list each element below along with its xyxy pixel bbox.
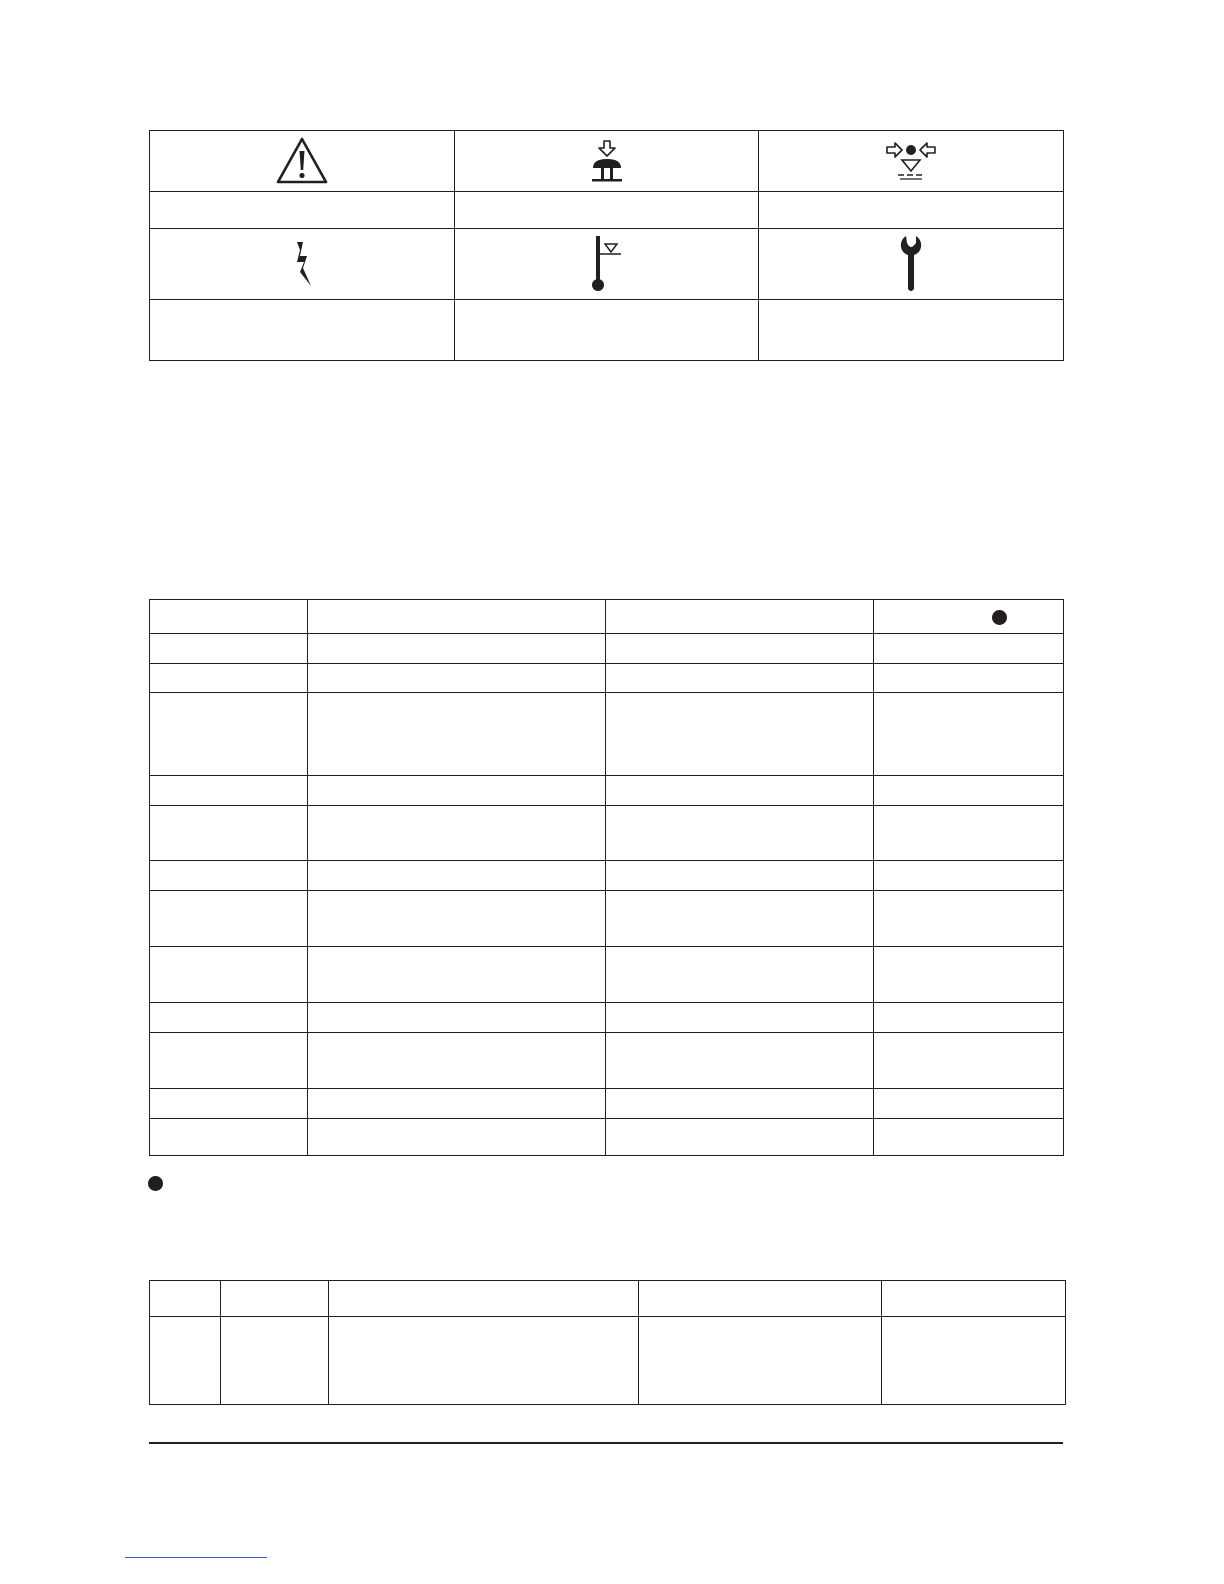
table-cell [329,1317,639,1405]
specification-table [149,599,1064,1156]
table-row [150,861,1064,891]
wrench-icon [899,234,923,294]
table-cell [606,776,874,806]
table-cell [882,1317,1066,1405]
table-row [150,776,1064,806]
table-row [150,806,1064,861]
header-cell [639,1281,882,1317]
symbol-cell [759,131,1064,192]
symbol-cell [455,131,759,192]
table-cell [606,664,874,693]
symbol-cell [759,229,1064,300]
press-pressure-icon [590,139,624,183]
table-cell [150,776,308,806]
symbol-label-row [150,300,1064,361]
table-row [150,891,1064,947]
table-cell [221,1317,329,1405]
table-cell [874,806,1064,861]
table-cell [308,1119,606,1156]
table-row [150,947,1064,1003]
header-cell [882,1281,1066,1317]
symbol-cell [150,131,455,192]
symbol-label [455,192,759,229]
table-row [150,1317,1066,1405]
table-cell [874,861,1064,891]
header-cell [606,600,874,634]
table-row [150,664,1064,693]
symbol-label-row [150,192,1064,229]
header-cell [308,600,606,634]
table-cell [606,634,874,664]
table-row [150,1033,1064,1089]
table-cell [308,947,606,1003]
table-header-row [150,1281,1066,1317]
table-cell [150,1089,308,1119]
table-cell [874,1033,1064,1089]
filled-circle-icon [148,1176,163,1191]
table-cell [150,1003,308,1033]
table-cell [308,806,606,861]
footnote [148,1176,163,1196]
header-cell-marked [874,600,1064,634]
table-row [150,1003,1064,1033]
electric-hazard-icon [292,241,312,287]
symbol-label [759,300,1064,361]
symbol-label [150,300,455,361]
table-cell [639,1317,882,1405]
table-cell [150,664,308,693]
warning-triangle-icon [275,136,329,186]
table-cell [150,693,308,776]
table-cell [874,664,1064,693]
table-cell [308,1089,606,1119]
table-cell [150,806,308,861]
table-cell [308,664,606,693]
table-cell [874,1003,1064,1033]
table-cell [606,891,874,947]
table-cell [606,861,874,891]
table-cell [874,693,1064,776]
table-cell [150,1033,308,1089]
symbol-label [150,192,455,229]
table-cell [874,947,1064,1003]
table-row [150,634,1064,664]
temperature-level-icon [590,234,624,294]
table-cell [308,1033,606,1089]
table-cell [606,1003,874,1033]
symbol-label [759,192,1064,229]
table-cell [308,861,606,891]
header-cell [329,1281,639,1317]
table-cell [308,891,606,947]
table-header-row [150,600,1064,634]
table-cell [150,861,308,891]
symbol-cell [455,229,759,300]
table-cell [606,1119,874,1156]
table-cell [606,693,874,776]
header-cell [150,600,308,634]
table-row [150,1119,1064,1156]
table-cell [606,1089,874,1119]
footer-divider [149,1442,1063,1444]
table-cell [874,776,1064,806]
symbol-icon-row [150,131,1064,192]
header-cell [221,1281,329,1317]
filled-circle-icon [992,610,1007,625]
header-cell [150,1281,221,1317]
table-cell [874,891,1064,947]
clamp-level-icon [885,141,937,181]
table-cell [150,634,308,664]
table-cell [150,891,308,947]
table-cell [874,1089,1064,1119]
table-cell [150,947,308,1003]
table-cell [308,693,606,776]
table-row [150,1089,1064,1119]
footer-link-underline[interactable] [125,1557,267,1558]
table-cell [150,1119,308,1156]
symbol-cell [150,229,455,300]
table-cell [606,1033,874,1089]
table-cell [308,776,606,806]
table-cell [606,806,874,861]
table-row [150,693,1064,776]
table-cell [606,947,874,1003]
table-cell [874,634,1064,664]
table-cell [308,634,606,664]
symbol-label [455,300,759,361]
table-cell [150,1317,221,1405]
table-cell [308,1003,606,1033]
symbol-icon-row [150,229,1064,300]
symbol-legend-table [149,130,1064,361]
table-cell [874,1119,1064,1156]
revision-table [149,1280,1066,1405]
